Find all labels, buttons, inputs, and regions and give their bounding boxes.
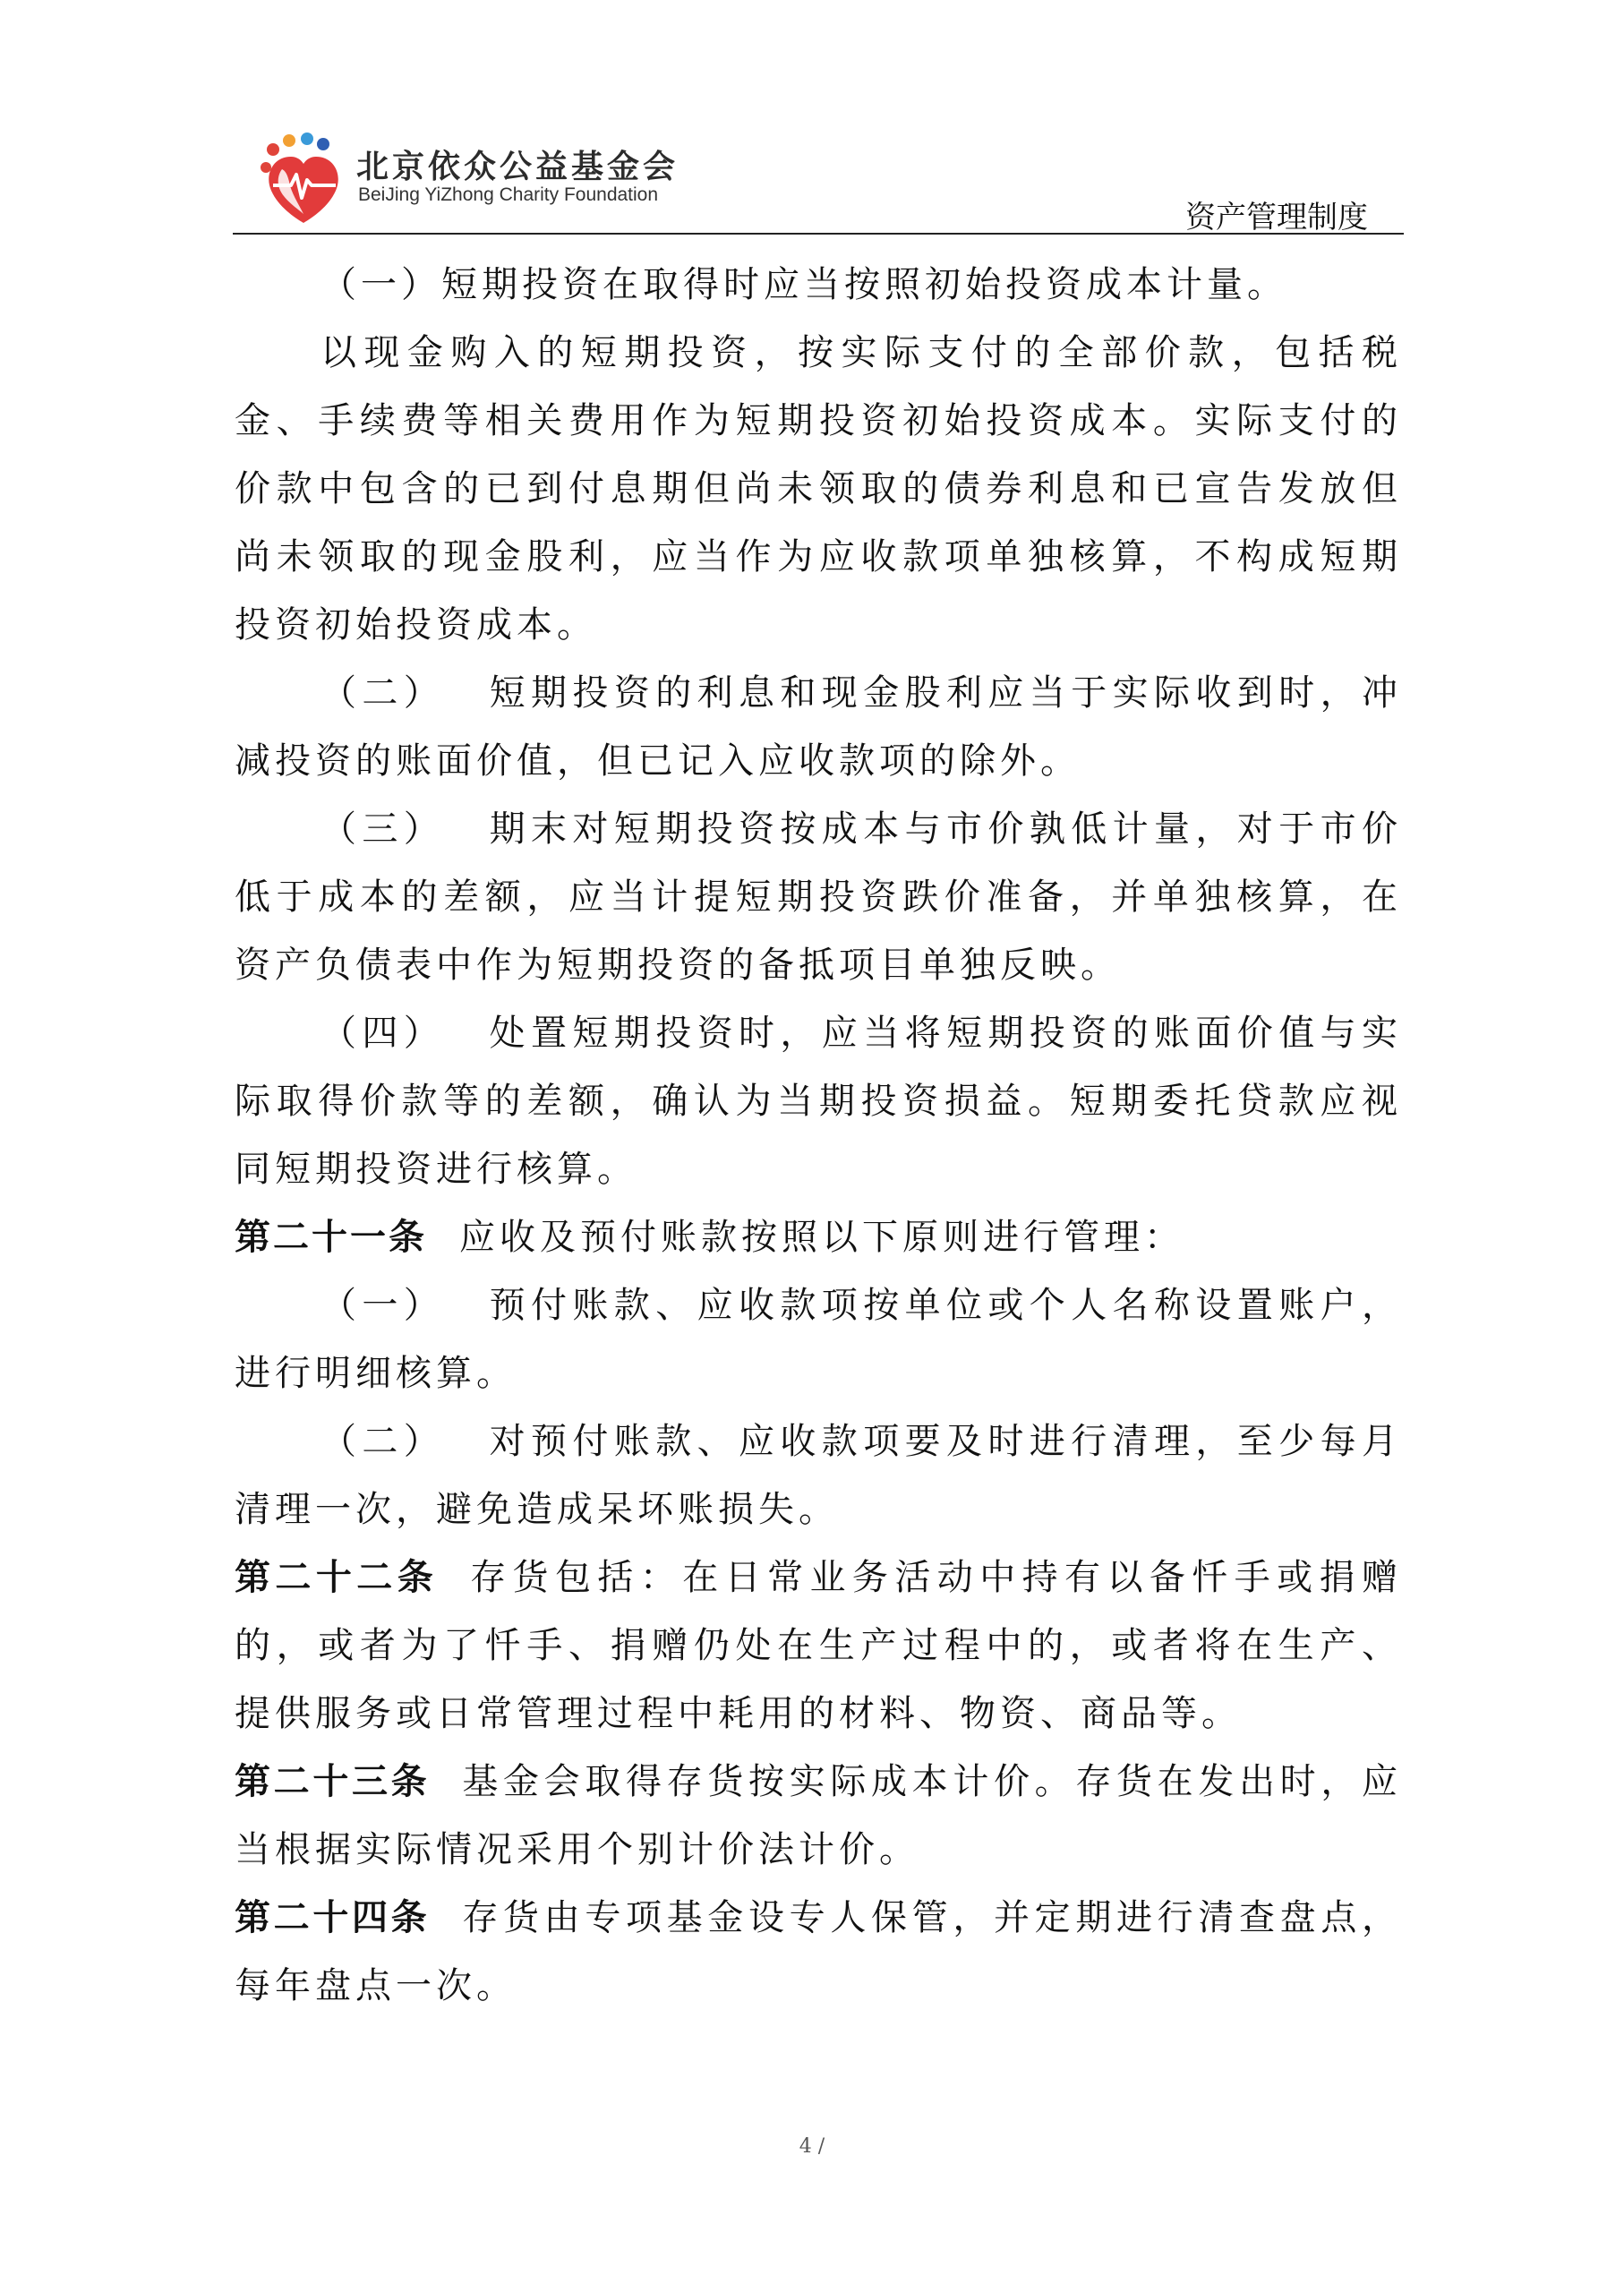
article-text: 应收及预付账款按照以下原则进行管理： [459, 1217, 1184, 1258]
article-24 [235, 1884, 1402, 2020]
item-label: （四） [321, 1013, 446, 1054]
article-text: 存货包括：在日常业务活动中持有以备忏手或捐赠的，或者为了忏手、捐赠仍处在生产过程中的，或者将在生产、提供服务或日常管理过程中耗用的材料、物资、商品等。 [235, 1557, 1403, 1734]
paragraph-item-21-2 [235, 1407, 1402, 1544]
item-text: 预付账款、应收款项按单位或个人名称设置账户，进行明细核算。 [235, 1285, 1403, 1394]
document-body [235, 251, 1402, 2020]
item-label: （一） [321, 264, 441, 305]
article-heading: 第二十四条 [235, 1897, 431, 1938]
item-label: （一） [321, 1285, 446, 1326]
article-heading: 第二十一条 [235, 1217, 427, 1258]
article-text: 基金会取得存货按实际成本计价。存货在发出时，应当根据实际情况采用个别计价法计价。 [235, 1761, 1403, 1870]
item-text: 期末对短期投资按成本与市价孰低计量，对于市价低于成本的差额，应当计提短期投资跌价准备，并单独核算，在资产负债表中作为短期投资的备抵项目单独反映。 [235, 808, 1403, 986]
paragraph-item-1-4 [235, 999, 1402, 1203]
paragraph-text: 以现金购入的短期投资，按实际支付的全部价款，包括税金、手续费等相关费用作为短期投资初始投资成本。实际支付的价款中包含的已到付息期但尚未领取的债券利息和已宣告发放但尚未领取的现金股利，应当作为应收款项单独核算，不构成短期投资初始投资成本。 [235, 332, 1402, 646]
paragraph-item-1-2 [235, 659, 1402, 795]
article-text: 存货由专项基金设专人保管，并定期进行清查盘点，每年盘点一次。 [235, 1897, 1403, 2006]
paragraph-cash-purchase [235, 319, 1402, 659]
paragraph-item-21-1 [235, 1271, 1402, 1407]
article-23 [235, 1748, 1402, 1884]
item-label: （二） [321, 1421, 446, 1462]
article-22 [235, 1544, 1402, 1748]
page-number: 4 / [799, 2135, 825, 2158]
item-text: 短期投资的利息和现金股利应当于实际收到时，冲减投资的账面价值，但已记入应收款项的除外。 [235, 672, 1403, 782]
foundation-logo-icon [255, 130, 352, 227]
item-label: （三） [321, 808, 446, 850]
document-title: 资产管理制度 [1185, 200, 1368, 235]
item-label: （二） [321, 672, 446, 714]
article-21 [235, 1203, 1402, 1271]
header-divider [233, 233, 1404, 235]
article-heading: 第二十二条 [235, 1557, 439, 1598]
page-header [233, 125, 1404, 235]
organization-name-en: BeiJing YiZhong Charity Foundation [358, 184, 659, 205]
paragraph-item-1-1 [235, 251, 1402, 319]
article-heading: 第二十三条 [235, 1761, 431, 1802]
item-text: 短期投资在取得时应当按照初始投资成本计量。 [441, 264, 1287, 305]
item-text: 处置短期投资时，应当将短期投资的账面价值与实际取得价款等的差额，确认为当期投资损益。短期委托贷款应视同短期投资进行核算。 [235, 1013, 1403, 1190]
paragraph-item-1-3 [235, 795, 1402, 999]
item-text: 对预付账款、应收款项要及时进行清理，至少每月清理一次，避免造成呆坏账损失。 [235, 1421, 1403, 1530]
organization-name-cn: 北京依众公益基金会 [356, 149, 680, 185]
